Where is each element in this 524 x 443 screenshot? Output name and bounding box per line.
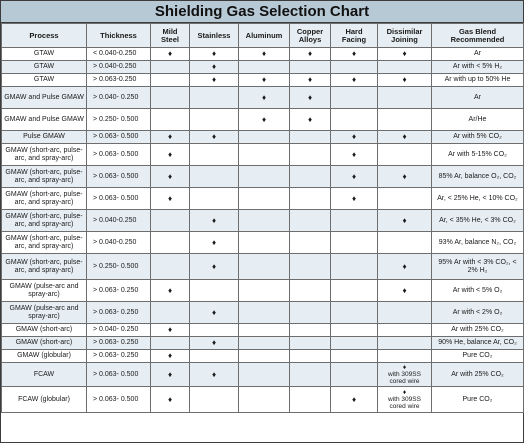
row-thickness: > 0.063- 0.500 [87, 166, 151, 188]
row-aluminum-mark [239, 131, 290, 144]
row-process: GMAW (pulse-arc and spray-arc) [2, 280, 87, 302]
row-copper-alloys-mark [290, 337, 331, 350]
header-thickness: Thickness [87, 24, 151, 48]
row-mild-steel-mark: ♦ [151, 166, 190, 188]
table-row [2, 232, 524, 254]
row-aluminum-mark: ♦ [239, 109, 290, 131]
row-dissimilar-joining-mark: ♦ [378, 74, 432, 87]
row-gas-blend: Ar with 5% CO₂ [432, 131, 524, 144]
row-mild-steel-mark: ♦ [151, 144, 190, 166]
row-hard-facing-mark [331, 363, 378, 387]
row-stainless-mark [190, 188, 239, 210]
row-hard-facing-mark: ♦ [331, 188, 378, 210]
row-stainless-mark: ♦ [190, 302, 239, 324]
row-process: GMAW (short-arc) [2, 337, 87, 350]
row-dissimilar-joining-mark [378, 232, 432, 254]
row-thickness: > 0.063- 0.250 [87, 350, 151, 363]
row-stainless-mark [190, 350, 239, 363]
table-row [2, 166, 524, 188]
row-aluminum-mark [239, 166, 290, 188]
row-stainless-mark: ♦ [190, 232, 239, 254]
row-mild-steel-mark: ♦ [151, 387, 190, 413]
row-thickness: > 0.040- 0.250 [87, 324, 151, 337]
row-aluminum-mark [239, 337, 290, 350]
row-hard-facing-mark: ♦ [331, 131, 378, 144]
row-dissimilar-joining-mark: ♦ [378, 280, 432, 302]
row-hard-facing-mark [331, 324, 378, 337]
row-process: FCAW [2, 363, 87, 387]
table-row [2, 254, 524, 280]
row-thickness: > 0.063- 0.500 [87, 131, 151, 144]
table-row [2, 302, 524, 324]
header-copper-alloys: Copper Alloys [290, 24, 331, 48]
dissimilar-mark: ♦ [402, 364, 407, 371]
table-row [2, 144, 524, 166]
row-stainless-mark: ♦ [190, 363, 239, 387]
row-stainless-mark: ♦ [190, 48, 239, 61]
row-stainless-mark [190, 166, 239, 188]
row-process: GMAW (short-arc, pulse-arc, and spray-arc) [2, 188, 87, 210]
row-dissimilar-joining-mark [378, 87, 432, 109]
row-thickness: > 0.040-0.250 [87, 210, 151, 232]
row-dissimilar-joining-mark: ♦ [378, 254, 432, 280]
row-mild-steel-mark [151, 302, 190, 324]
row-copper-alloys-mark [290, 280, 331, 302]
row-mild-steel-mark: ♦ [151, 188, 190, 210]
row-mild-steel-mark [151, 74, 190, 87]
row-process: GMAW and Pulse GMAW [2, 109, 87, 131]
row-dissimilar-joining-mark [378, 144, 432, 166]
row-dissimilar-joining-mark: ♦ [378, 166, 432, 188]
row-thickness: > 0.063- 0.250 [87, 337, 151, 350]
row-process: GTAW [2, 74, 87, 87]
row-hard-facing-mark: ♦ [331, 74, 378, 87]
row-aluminum-mark [239, 61, 290, 74]
table-row [2, 280, 524, 302]
row-stainless-mark: ♦ [190, 131, 239, 144]
row-process: FCAW (globular) [2, 387, 87, 413]
row-thickness: > 0.040-0.250 [87, 61, 151, 74]
row-copper-alloys-mark [290, 232, 331, 254]
row-stainless-mark [190, 109, 239, 131]
row-aluminum-mark [239, 144, 290, 166]
row-aluminum-mark [239, 280, 290, 302]
row-thickness: > 0.063- 0.500 [87, 387, 151, 413]
dissimilar-mark: ♦ [402, 389, 407, 396]
row-dissimilar-joining-mark: ♦ [378, 131, 432, 144]
row-mild-steel-mark [151, 210, 190, 232]
row-stainless-mark: ♦ [190, 61, 239, 74]
row-mild-steel-mark: ♦ [151, 48, 190, 61]
row-copper-alloys-mark [290, 144, 331, 166]
row-copper-alloys-mark [290, 387, 331, 413]
row-gas-blend: 93% Ar, balance N₂, CO₂ [432, 232, 524, 254]
row-thickness: > 0.250- 0.500 [87, 109, 151, 131]
row-thickness: > 0.063-0.250 [87, 74, 151, 87]
row-thickness: > 0.063- 0.500 [87, 188, 151, 210]
row-hard-facing-mark [331, 87, 378, 109]
row-process: Pulse GMAW [2, 131, 87, 144]
row-copper-alloys-mark: ♦ [290, 109, 331, 131]
row-hard-facing-mark: ♦ [331, 48, 378, 61]
row-dissimilar-joining-mark [378, 363, 432, 387]
row-aluminum-mark [239, 254, 290, 280]
gas-selection-table [1, 23, 524, 413]
row-process: GMAW (short-arc, pulse-arc, and spray-arc) [2, 254, 87, 280]
row-aluminum-mark [239, 210, 290, 232]
row-copper-alloys-mark: ♦ [290, 74, 331, 87]
row-gas-blend: Ar, < 35% He, < 3% CO₂ [432, 210, 524, 232]
row-gas-blend: 90% He, balance Ar, CO₂ [432, 337, 524, 350]
row-stainless-mark [190, 280, 239, 302]
row-stainless-mark [190, 87, 239, 109]
row-copper-alloys-mark [290, 166, 331, 188]
chart-title: Shielding Gas Selection Chart [1, 1, 523, 23]
table-row [2, 188, 524, 210]
row-dissimilar-joining-mark [378, 302, 432, 324]
row-gas-blend: Ar with < 2% O₂ [432, 302, 524, 324]
row-process: GTAW [2, 61, 87, 74]
row-aluminum-mark: ♦ [239, 48, 290, 61]
row-thickness: < 0.040-0.250 [87, 48, 151, 61]
row-mild-steel-mark: ♦ [151, 363, 190, 387]
dissimilar-note: with 309SS cored wire [388, 396, 421, 410]
row-gas-blend: Pure CO₂ [432, 350, 524, 363]
header-mild-steel: Mild Steel [151, 24, 190, 48]
row-mild-steel-mark [151, 232, 190, 254]
row-aluminum-mark [239, 232, 290, 254]
row-process: GMAW (short-arc, pulse-arc, and spray-arc) [2, 210, 87, 232]
row-mild-steel-mark: ♦ [151, 350, 190, 363]
header-dissimilar-joining: Dissimilar Joining [378, 24, 432, 48]
row-gas-blend: Ar with 25% CO₂ [432, 363, 524, 387]
row-mild-steel-mark [151, 254, 190, 280]
row-mild-steel-mark: ♦ [151, 280, 190, 302]
row-dissimilar-joining-mark [378, 350, 432, 363]
header-stainless: Stainless [190, 24, 239, 48]
row-process: GMAW (globular) [2, 350, 87, 363]
row-process: GMAW (short-arc, pulse-arc, and spray-arc) [2, 166, 87, 188]
row-gas-blend: Ar with 5-15% CO₂ [432, 144, 524, 166]
header-gas-blend: Gas Blend Recommended [432, 24, 524, 48]
row-hard-facing-mark [331, 302, 378, 324]
row-stainless-mark [190, 144, 239, 166]
row-mild-steel-mark [151, 61, 190, 74]
table-row [2, 131, 524, 144]
row-dissimilar-joining-mark [378, 188, 432, 210]
row-stainless-mark: ♦ [190, 74, 239, 87]
row-hard-facing-mark [331, 337, 378, 350]
row-gas-blend: 85% Ar, balance O₂, CO₂ [432, 166, 524, 188]
row-stainless-mark [190, 387, 239, 413]
row-process: GMAW and Pulse GMAW [2, 87, 87, 109]
row-aluminum-mark [239, 324, 290, 337]
row-thickness: > 0.040- 0.250 [87, 87, 151, 109]
row-gas-blend: Ar with up to 50% He [432, 74, 524, 87]
row-dissimilar-joining-mark [378, 324, 432, 337]
row-copper-alloys-mark: ♦ [290, 87, 331, 109]
row-aluminum-mark: ♦ [239, 87, 290, 109]
table-row [2, 324, 524, 337]
header-aluminum: Aluminum [239, 24, 290, 48]
row-stainless-mark [190, 324, 239, 337]
row-copper-alloys-mark [290, 188, 331, 210]
row-process: GMAW (short-arc, pulse-arc, and spray-arc) [2, 144, 87, 166]
row-gas-blend: Ar [432, 87, 524, 109]
row-hard-facing-mark: ♦ [331, 144, 378, 166]
row-hard-facing-mark [331, 61, 378, 74]
row-mild-steel-mark: ♦ [151, 131, 190, 144]
row-aluminum-mark [239, 302, 290, 324]
table-row [2, 350, 524, 363]
header-row [2, 24, 524, 48]
row-aluminum-mark [239, 350, 290, 363]
row-gas-blend: Ar with 25% CO₂ [432, 324, 524, 337]
row-gas-blend: Ar/He [432, 109, 524, 131]
row-thickness: > 0.040-0.250 [87, 232, 151, 254]
row-mild-steel-mark [151, 109, 190, 131]
row-copper-alloys-mark [290, 363, 331, 387]
row-hard-facing-mark [331, 280, 378, 302]
row-hard-facing-mark [331, 232, 378, 254]
row-aluminum-mark: ♦ [239, 74, 290, 87]
row-mild-steel-mark [151, 87, 190, 109]
table-row [2, 337, 524, 350]
table-row [2, 387, 524, 413]
row-copper-alloys-mark [290, 350, 331, 363]
row-hard-facing-mark [331, 210, 378, 232]
row-thickness: > 0.063- 0.250 [87, 280, 151, 302]
table-row [2, 87, 524, 109]
row-hard-facing-mark [331, 350, 378, 363]
row-copper-alloys-mark [290, 210, 331, 232]
row-stainless-mark: ♦ [190, 254, 239, 280]
row-thickness: > 0.063- 0.500 [87, 363, 151, 387]
row-copper-alloys-mark [290, 254, 331, 280]
row-hard-facing-mark [331, 109, 378, 131]
row-process: GMAW (short-arc) [2, 324, 87, 337]
row-dissimilar-joining-mark: ♦ [378, 48, 432, 61]
row-gas-blend: Ar, < 25% He, < 10% CO₂ [432, 188, 524, 210]
row-copper-alloys-mark [290, 131, 331, 144]
row-gas-blend: 95% Ar with < 3% CO₂, < 2% H₂ [432, 254, 524, 280]
row-process: GMAW (pulse-arc and spray-arc) [2, 302, 87, 324]
row-thickness: > 0.063- 0.500 [87, 144, 151, 166]
row-hard-facing-mark: ♦ [331, 166, 378, 188]
row-gas-blend: Ar with < 5% O₂ [432, 280, 524, 302]
table-body [2, 48, 524, 413]
header-process: Process [2, 24, 87, 48]
row-process: GTAW [2, 48, 87, 61]
row-dissimilar-joining-mark [378, 109, 432, 131]
table-row [2, 61, 524, 74]
table-row [2, 74, 524, 87]
row-aluminum-mark [239, 363, 290, 387]
row-thickness: > 0.063- 0.250 [87, 302, 151, 324]
row-hard-facing-mark [331, 254, 378, 280]
row-copper-alloys-mark [290, 61, 331, 74]
row-copper-alloys-mark: ♦ [290, 48, 331, 61]
row-gas-blend: Ar with < 5% H₂ [432, 61, 524, 74]
row-process: GMAW (short-arc, pulse-arc, and spray-arc) [2, 232, 87, 254]
table-row [2, 48, 524, 61]
row-aluminum-mark [239, 387, 290, 413]
dissimilar-note: with 309SS cored wire [388, 371, 421, 385]
row-gas-blend: Ar [432, 48, 524, 61]
row-mild-steel-mark [151, 337, 190, 350]
row-stainless-mark: ♦ [190, 210, 239, 232]
row-dissimilar-joining-mark [378, 387, 432, 413]
row-dissimilar-joining-mark: ♦ [378, 210, 432, 232]
row-thickness: > 0.250- 0.500 [87, 254, 151, 280]
table-row [2, 363, 524, 387]
row-copper-alloys-mark [290, 324, 331, 337]
table-row [2, 109, 524, 131]
row-dissimilar-joining-mark [378, 61, 432, 74]
row-mild-steel-mark: ♦ [151, 324, 190, 337]
row-dissimilar-joining-mark [378, 337, 432, 350]
row-hard-facing-mark: ♦ [331, 387, 378, 413]
header-hard-facing: Hard Facing [331, 24, 378, 48]
row-gas-blend: Pure CO₂ [432, 387, 524, 413]
row-aluminum-mark [239, 188, 290, 210]
row-copper-alloys-mark [290, 302, 331, 324]
row-stainless-mark: ♦ [190, 337, 239, 350]
table-row [2, 210, 524, 232]
